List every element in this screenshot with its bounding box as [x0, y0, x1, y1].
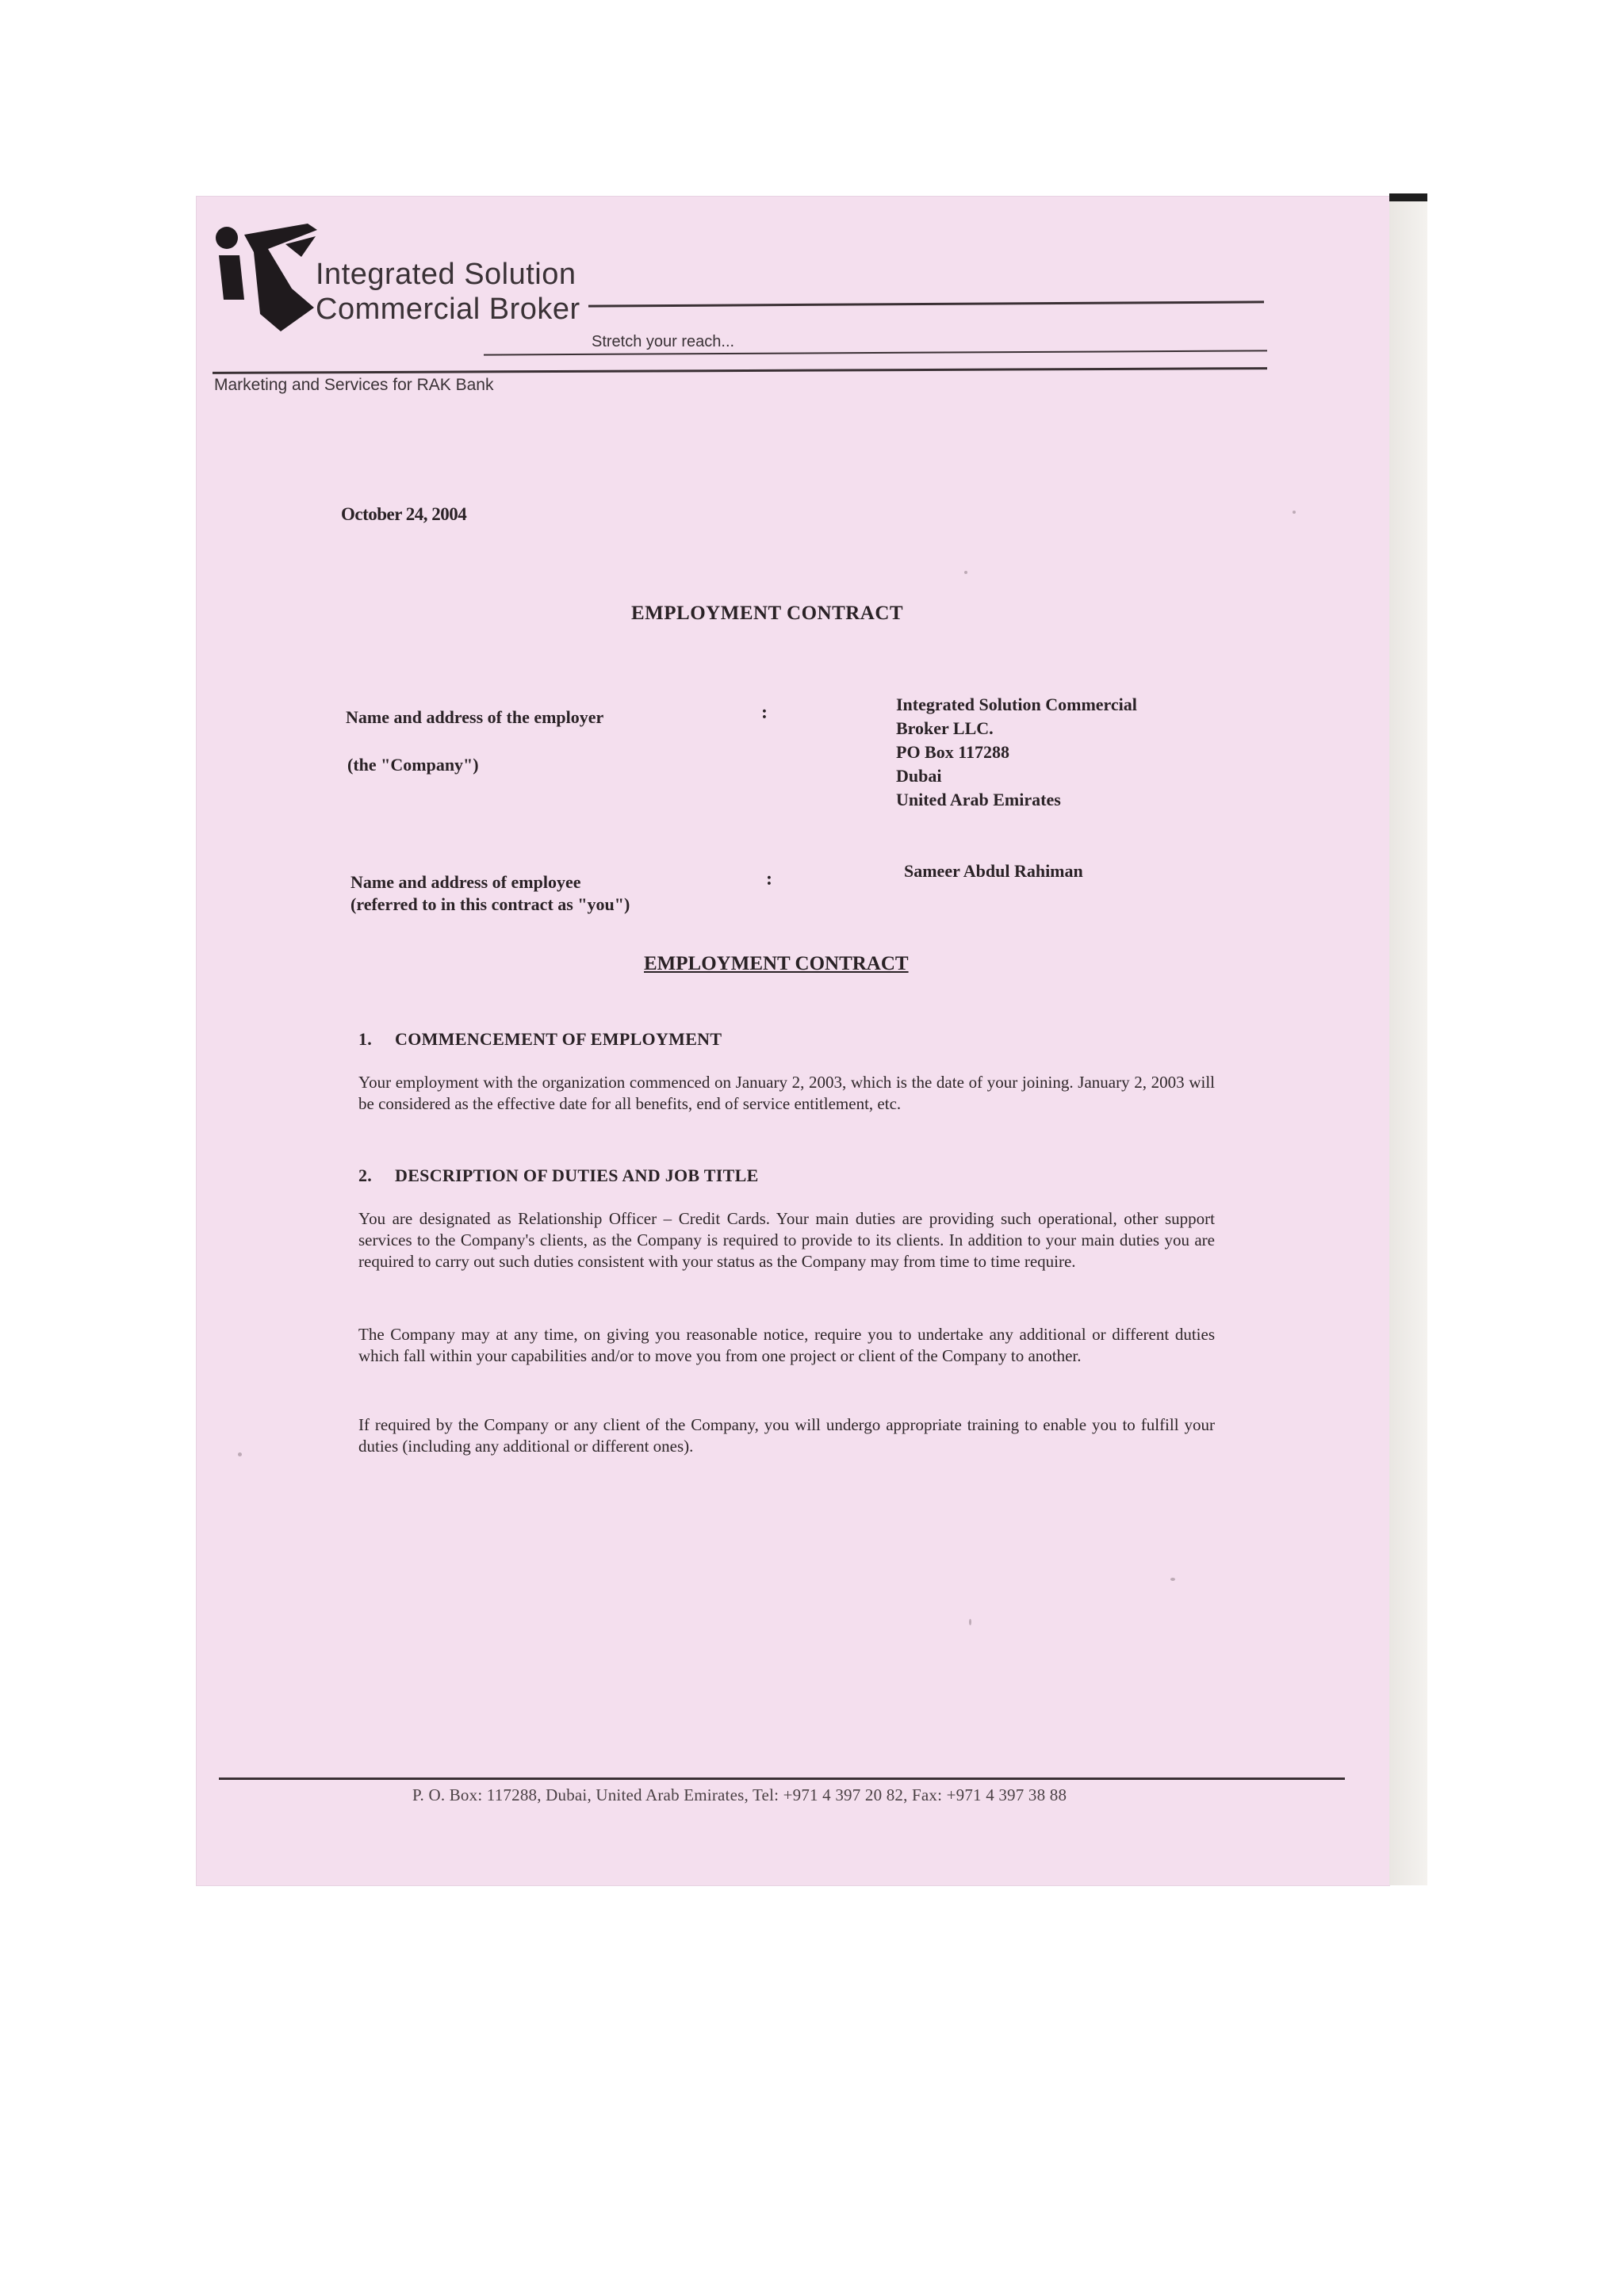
scan-speck — [1170, 1578, 1175, 1581]
contract-subtitle: EMPLOYMENT CONTRACT — [644, 953, 909, 974]
page-edge-dark — [1389, 193, 1427, 201]
employer-colon: : — [761, 702, 768, 723]
employer-address-line: PO Box 117288 — [896, 742, 1010, 762]
company-slogan: Stretch your reach... — [592, 333, 735, 350]
employer-address-line: Dubai — [896, 766, 942, 786]
employee-colon: : — [766, 869, 772, 890]
section-heading — [358, 1165, 759, 1186]
scan-speck — [969, 1619, 971, 1625]
section-heading — [358, 1029, 722, 1050]
section-paragraph: If required by the Company or any client of the Company, you will undergo appropriate training to enable you to fulfill your duties (including any additional or different ones). — [358, 1415, 1215, 1456]
marketing-subheader: Marketing and Services for RAK Bank — [214, 376, 494, 394]
employer-label: Name and address of the employer — [346, 707, 604, 727]
employer-address — [896, 693, 1137, 812]
section-number: 1. — [358, 1029, 373, 1049]
employer-address-line: Integrated Solution Commercial — [896, 695, 1137, 714]
employer-address-line: Broker LLC. — [896, 718, 994, 738]
document-title: EMPLOYMENT CONTRACT — [631, 603, 904, 624]
section-title: DESCRIPTION OF DUTIES AND JOB TITLE — [395, 1165, 759, 1185]
isc-logo-icon — [213, 220, 331, 331]
section-number: 2. — [358, 1165, 373, 1185]
company-name — [316, 257, 580, 327]
page-edge — [1389, 197, 1427, 1885]
section-paragraph: Your employment with the organization commenced on January 2, 2003, which is the date of your joining. January 2, 2003 will be considered as the effective date for all benefits, end of service entitlement, etc. — [358, 1073, 1215, 1113]
footer-rule — [219, 1777, 1345, 1780]
company-alias: (the "Company") — [347, 755, 479, 775]
document-date: October 24, 2004 — [341, 504, 467, 524]
employee-name: Sameer Abdul Rahiman — [904, 861, 1083, 881]
employee-label-note: (referred to in this contract as "you") — [350, 894, 630, 914]
employer-address-line: United Arab Emirates — [896, 790, 1061, 809]
footer-address: P. O. Box: 117288, Dubai, United Arab Emirates, Tel: +971 4 397 20 82, Fax: +971 4 397 38 88 — [412, 1785, 1067, 1804]
employee-label: Name and address of employee — [350, 872, 581, 892]
scan-speck — [238, 1452, 242, 1456]
company-name-line2: Commercial Broker — [316, 293, 580, 326]
section-paragraph: You are designated as Relationship Officer – Credit Cards. Your main duties are providing such operational, other support services to the Company's clients, as the Company is required to provide to its clients. In addition to your main duties you are required to carry out such duties consistent with your status as the Company may from time to time require. — [358, 1209, 1215, 1271]
section-paragraph: The Company may at any time, on giving you reasonable notice, require you to undertake any additional or different duties which fall within your capabilities and/or to move you from one project or client of the Company to another. — [358, 1325, 1215, 1365]
scan-speck — [964, 571, 967, 574]
section-title: COMMENCEMENT OF EMPLOYMENT — [395, 1029, 722, 1049]
scan-speck — [1293, 511, 1296, 514]
company-name-line1: Integrated Solution — [316, 258, 576, 291]
